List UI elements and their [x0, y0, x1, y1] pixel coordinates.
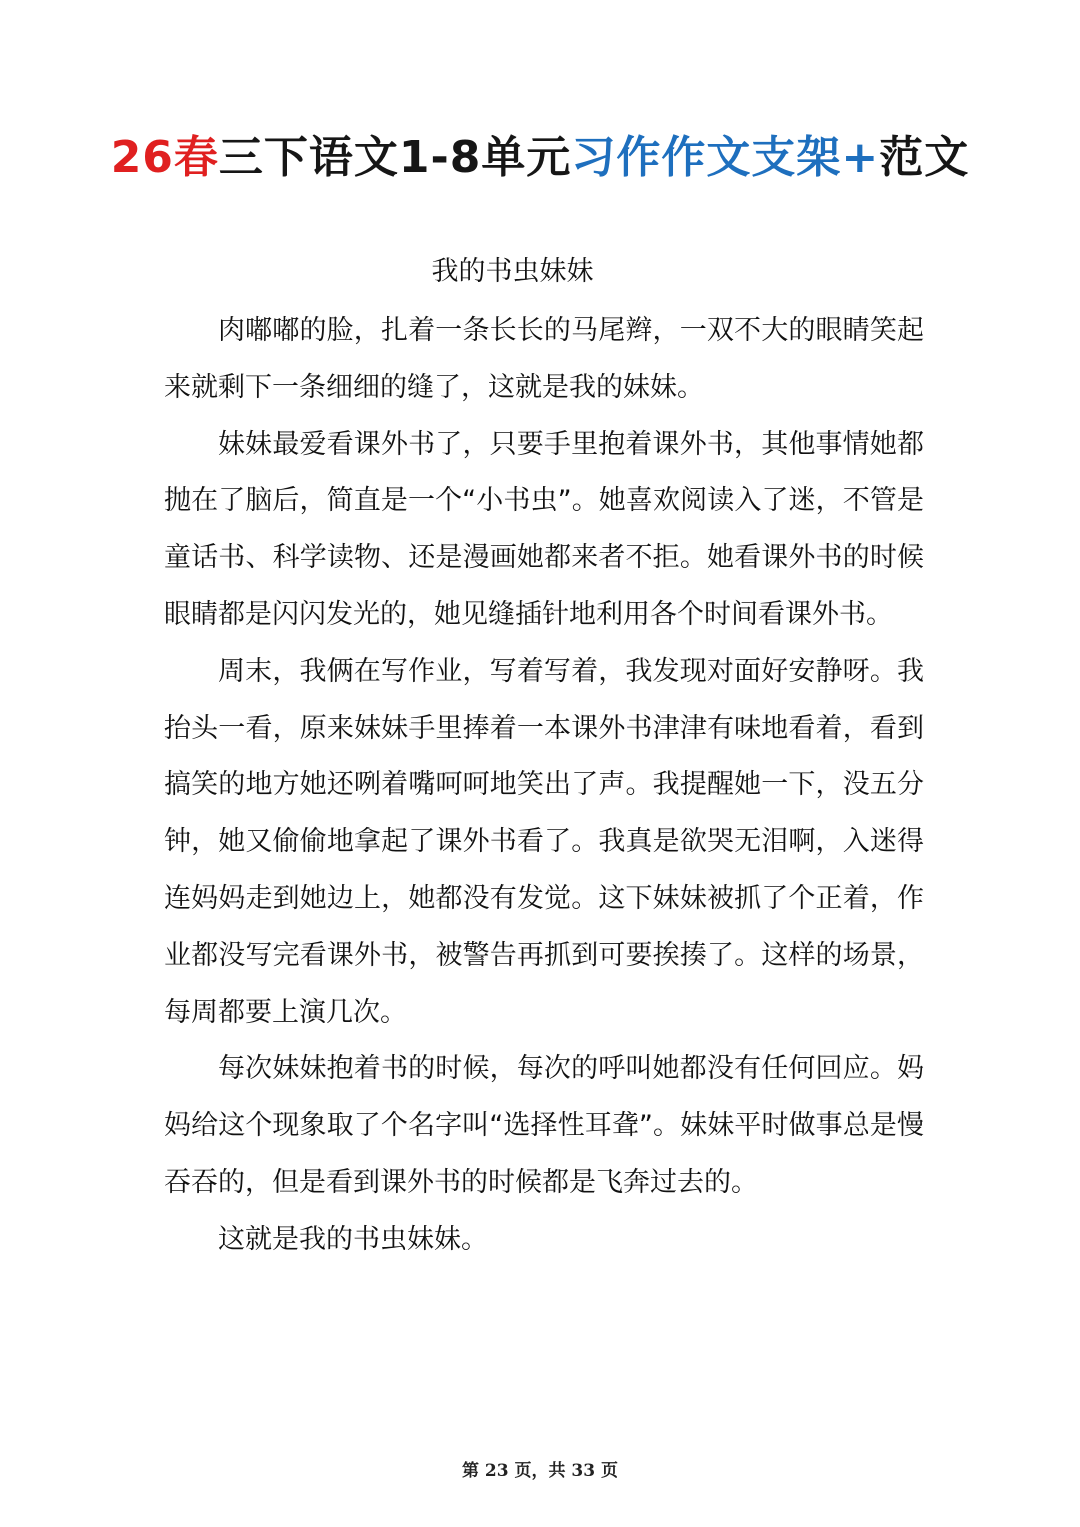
essay-body [164, 303, 924, 1269]
essay-paragraph-4: 每次妹妹抱着书的时候，每次的呼叫她都没有任何回应。妈妈给这个现象取了个名字叫“选择性耳聋”。妹妹平时做事总是慢吞吞的，但是看到课外书的时候都是飞奔过去的。 [164, 1053, 924, 1198]
banner-title-part-1: 26春 [110, 132, 219, 183]
page-number: 第 23 页，共 33 页 [462, 1461, 618, 1481]
banner-title-part-2: 三下语文1-8单元 [218, 132, 572, 183]
banner-title-part-3: 习作作文支架+ [571, 132, 880, 183]
banner-title [0, 128, 1080, 188]
essay-paragraph-1: 肉嘟嘟的脸，扎着一条长长的马尾辫，一双不大的眼睛笑起来就剩下一条细细的缝了，这就是我的妹妹。 [164, 315, 924, 403]
essay-paragraph-3: 周末，我俩在写作业，写着写着，我发现对面好安静呀。我抬头一看，原来妹妹手里捧着一本课外书津津有味地看着，看到搞笑的地方她还咧着嘴呵呵地笑出了声。我提醒她一下，没五分钟，她又偷偷地拿起了课外书看了。我真是欲哭无泪啊，入迷得连妈妈走到她边上，她都没有发觉。这下妹妹被抓了个正着，作业都没写完看课外书，被警告再抓到可要挨揍了。这样的场景，每周都要上演几次。 [164, 655, 924, 1028]
banner-title-part-4: 范文 [879, 132, 970, 183]
essay-paragraph-5: 这就是我的书虫妹妹。 [218, 1223, 488, 1255]
essay-title: 我的书虫妹妹 [431, 256, 594, 287]
essay-paragraph-2: 妹妹最爱看课外书了，只要手里抱着课外书，其他事情她都抛在了脑后，简直是一个“小书虫”。她喜欢阅读入了迷，不管是童话书、科学读物、还是漫画她都来者不拒。她看课外书的时候眼睛都是闪闪发光的，她见缝插针地利用各个时间看课外书。 [164, 428, 924, 630]
